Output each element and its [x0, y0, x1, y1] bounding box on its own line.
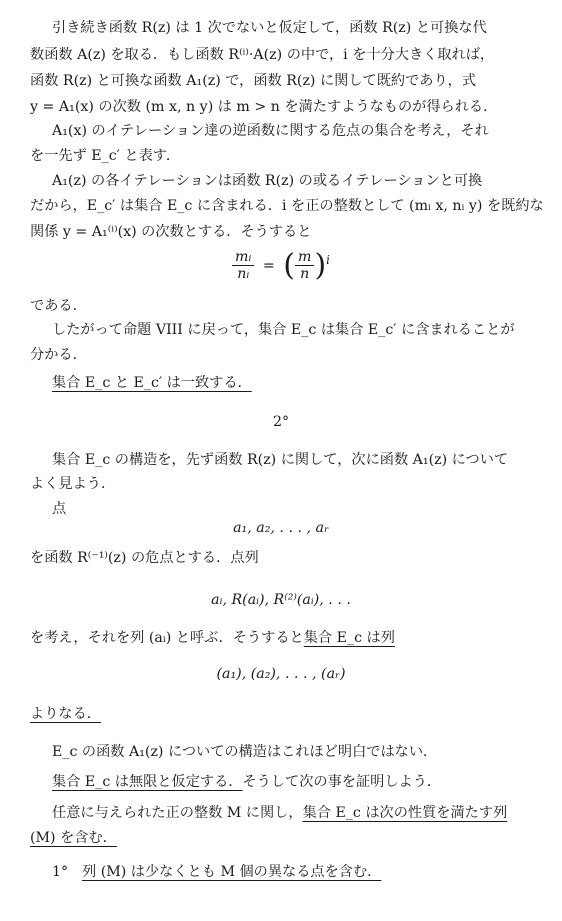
para-line: したがって命題 VIII に戻って，集合 E_c は集合 E_c′ に含まれることが: [52, 322, 515, 338]
underlined-phrase: よりなる．: [30, 706, 101, 722]
item-text: 列 (M) は少なくとも M 個の異なる点を含む．: [82, 864, 382, 880]
formula-ratio: $\frac{\text{mᵢ}}{\text{nᵢ}}$ = ( $\frac{m}{n}$ )$^i$: [0, 248, 562, 298]
para-line: 点: [52, 501, 67, 517]
underlined-phrase: (M) を含む．: [30, 830, 117, 846]
para-line: 関係 y = A₁⁽ⁱ⁾(x) の次数とする．そうすると: [30, 224, 312, 240]
underlined-statement: 集合 E_c と E_c′ は一致する．: [52, 375, 252, 391]
para-line: y = A₁(x) の次数 (m x, n y) は m > n を満たすようなものが得られる．: [30, 99, 498, 115]
para-line: A₁(x) のイテレーション達の逆函数に関する危点の集合を考え，それ: [52, 123, 489, 139]
para-line: E_c の函数 A₁(z) についての構造はこれほど明白ではない．: [52, 744, 438, 760]
underlined-phrase: 集合 E_c は次の性質を満たす列: [302, 805, 508, 821]
fraction-lhs: $\frac{\text{mᵢ}}{\text{nᵢ}}$: [232, 249, 254, 282]
equals-sign: =: [262, 257, 275, 274]
exponent: i: [326, 252, 330, 267]
para-line: 分かる．: [30, 347, 87, 363]
para-line: である．: [30, 298, 87, 314]
para-line: を一先ず E_c′ と表す．: [30, 148, 181, 164]
para-line: 数函数 A(z) を取る．もし函数 R⁽ⁱ⁾·A(z) の中で，i を十分大きく取れば，: [30, 47, 495, 63]
fraction-rhs: $\frac{m}{n}$: [295, 249, 314, 282]
para-line: よく見よう．: [30, 476, 116, 492]
sequence-formula: aᵢ, R(aᵢ), R⁽²⁾(aᵢ), . . .: [211, 592, 351, 608]
para-line: だから，E_c′ は集合 E_c に含まれる．i を正の整数として (mᵢ x, nᵢ y) を既約な: [30, 198, 544, 214]
para-line: 函数 R(z) と可換な函数 A₁(z) で，函数 R(z) に関して既約であり，式: [30, 73, 477, 89]
para-line: 任意に与えられた正の整数 M に関し，集合 E_c は次の性質を満たす列: [52, 805, 508, 821]
columns-list: (a₁), (a₂), . . . , (aᵣ): [216, 666, 346, 682]
para-line: を考え，それを列 (aᵢ) と呼ぶ．そうすると集合 E_c は列: [30, 630, 395, 646]
points-list: a₁, a₂, . . . , aᵣ: [233, 520, 329, 536]
list-item: [52, 862, 552, 882]
para-line: 集合 E_c の構造を，先ず函数 R(z) に関して，次に函数 A₁(z) について: [52, 452, 509, 468]
underlined-phrase: 集合 E_c は無限と仮定する．: [52, 774, 243, 790]
underlined-phrase: 集合 E_c は列: [303, 630, 395, 646]
para-line: を函数 R⁽⁻¹⁾(z) の危点とする．点列: [30, 550, 259, 566]
section-number: 2°: [272, 414, 290, 430]
para-line: A₁(z) の各イテレーションは函数 R(z) の或るイテレーションと可換: [52, 173, 483, 189]
item-number: 1°: [52, 864, 69, 880]
para-line: 集合 E_c は無限と仮定する．そうして次の事を証明しよう．: [52, 774, 442, 790]
para-line: 引き続き函数 R(z) は 1 次でないと仮定して，函数 R(z) と可換な代: [52, 20, 487, 36]
